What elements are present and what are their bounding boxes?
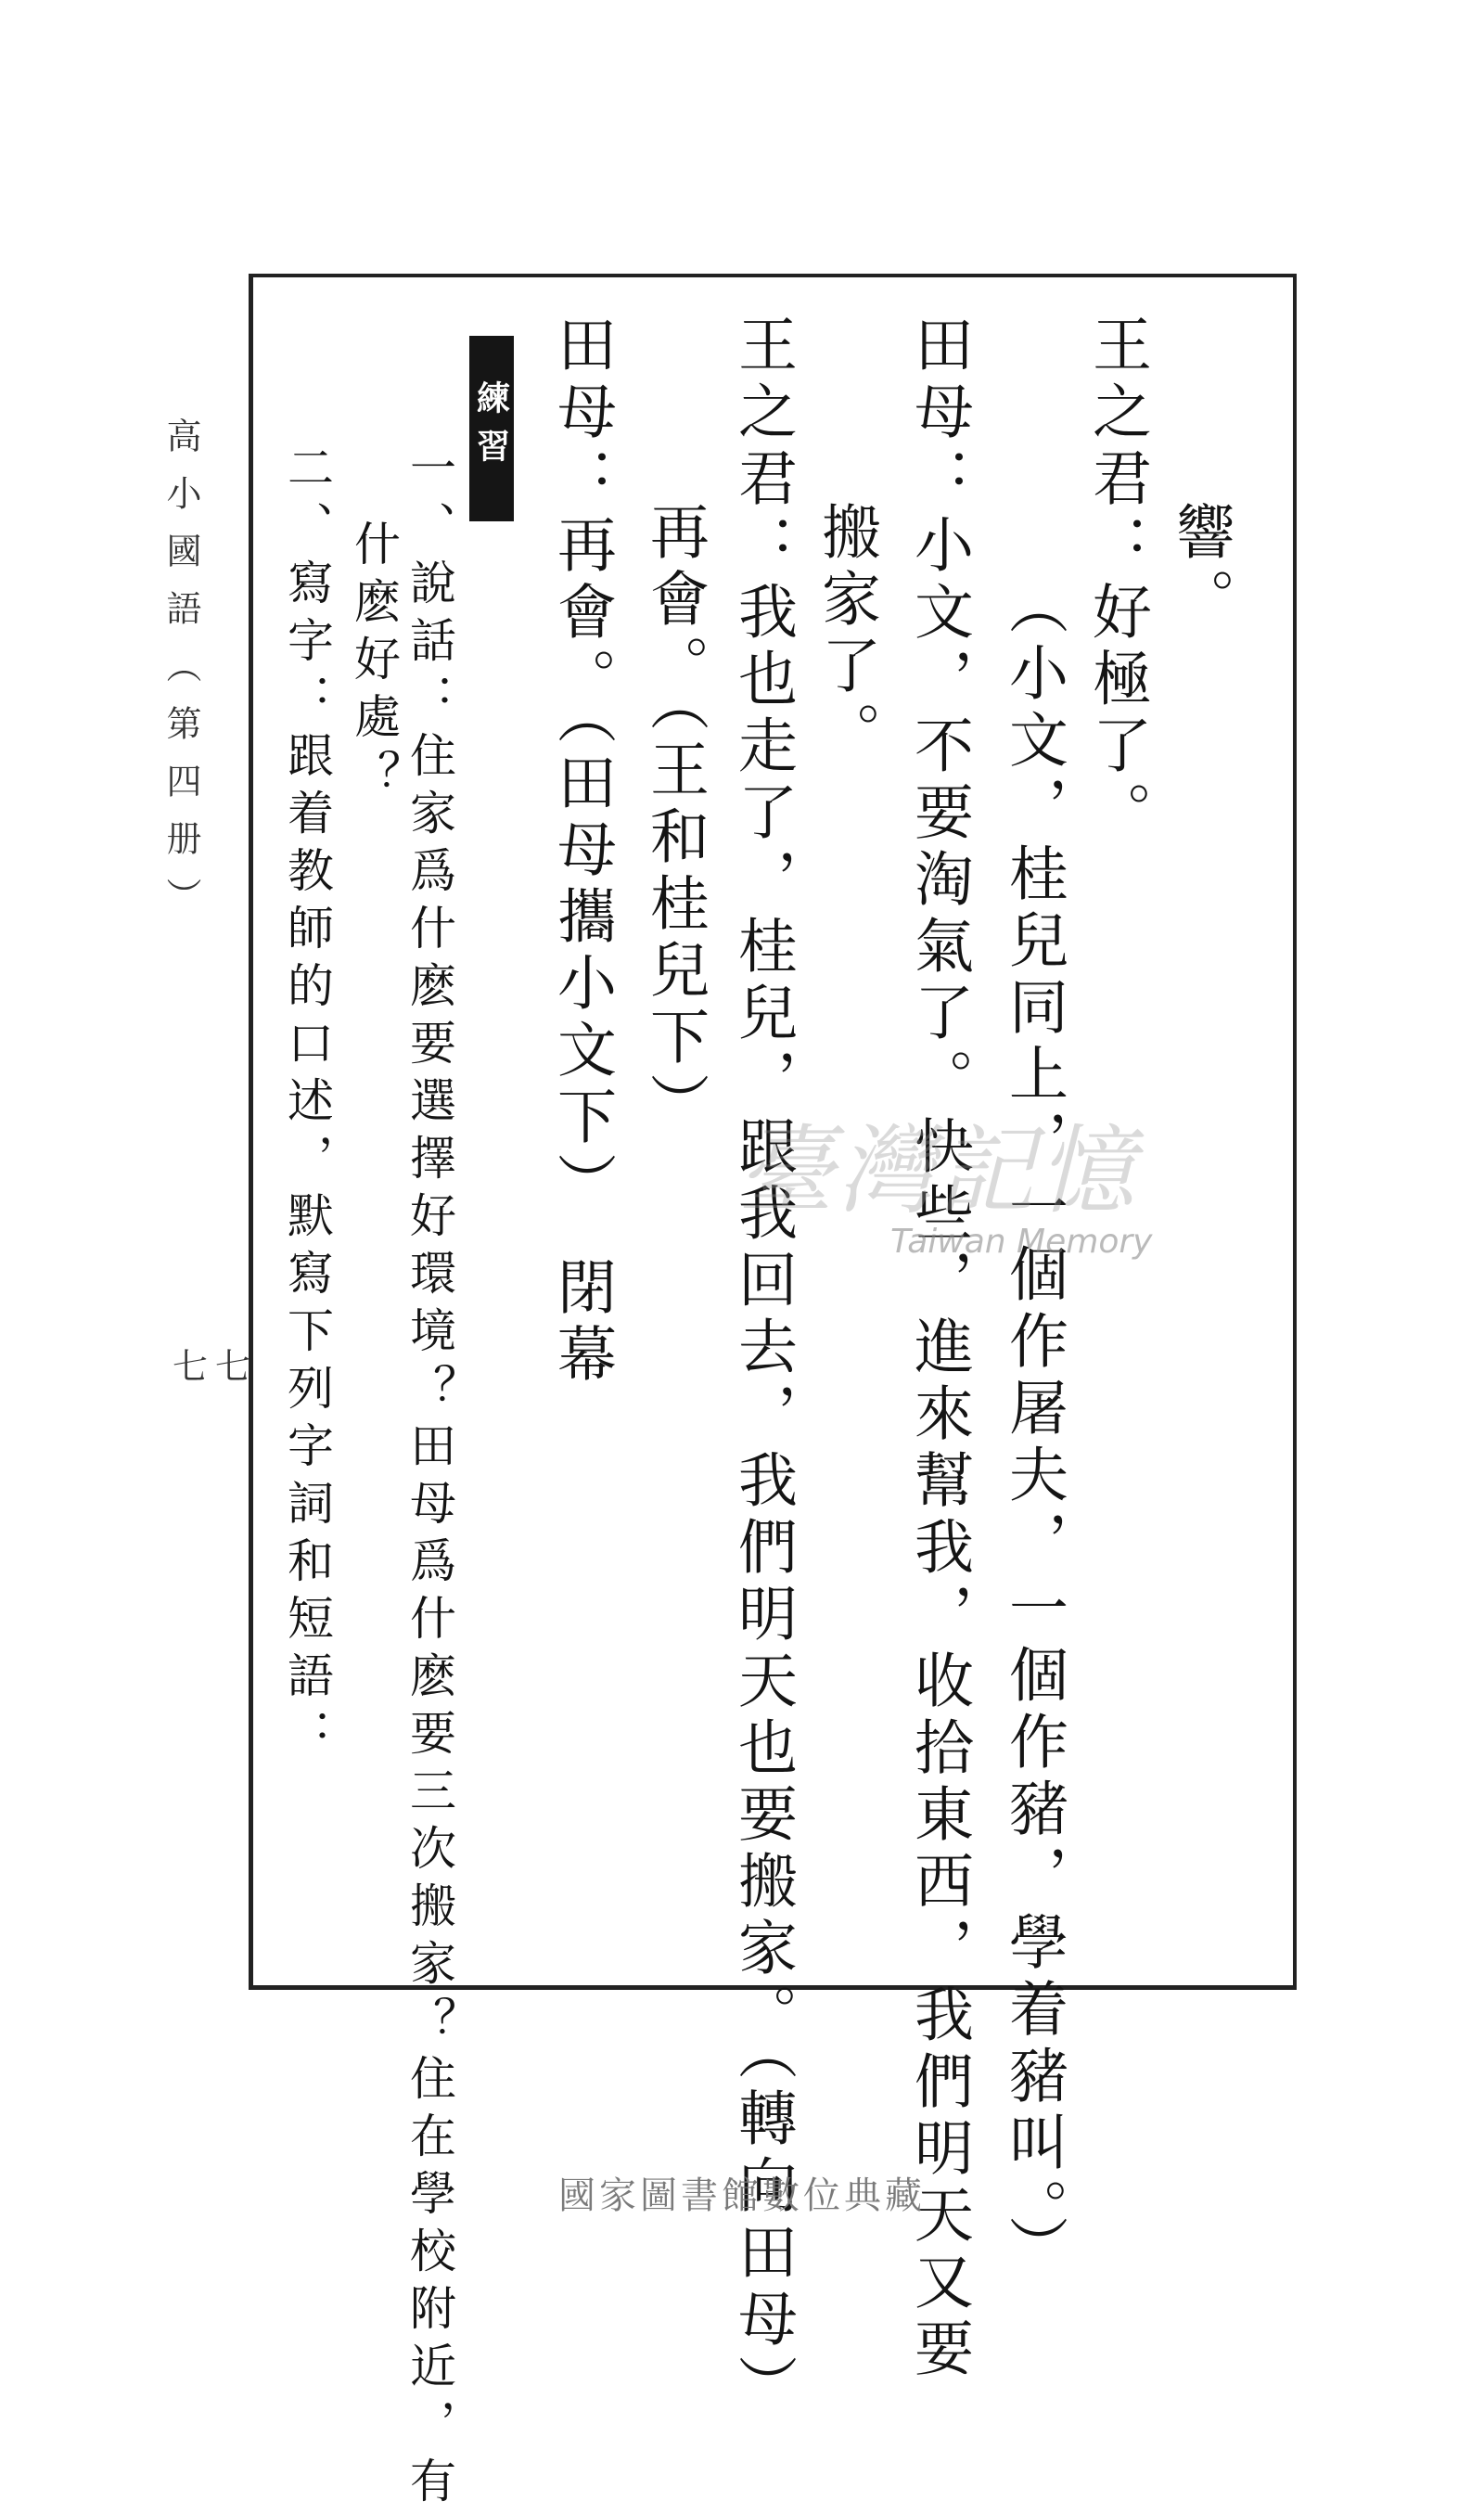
text-column: （小文，桂兒同上，一個作屠夫，一個作豬，學着豬叫。）: [999, 575, 1068, 2282]
text-column: 再會。（王和桂兒下）: [640, 501, 709, 1139]
page-number: 七七: [173, 1346, 259, 1387]
watermark-english: Taiwan Memory: [890, 1223, 1153, 1261]
exercise-badge-label: 練習: [471, 380, 511, 477]
text-column: 田母：再會。（田母攜小文下） 閉幕: [547, 314, 616, 1390]
book-title: 高小國語（第四册）: [160, 417, 201, 935]
text-column: 田母：小文，不要淘氣了。快些，進來幫我，收拾東西，我們明天又要: [904, 314, 973, 2384]
text-column: 響。: [1166, 501, 1235, 635]
exercise-line: 什麽好處？: [347, 519, 401, 807]
text-column: 搬家了。: [812, 501, 880, 768]
text-column: 王之君：我也走了，桂兒，跟我回去，我們明天也要搬家。（轉向田母）: [728, 314, 797, 2421]
watermark-chinese: 臺灣記憶: [737, 1114, 1139, 1227]
exercise-line: 一、說話：住家爲什麽要選擇好環境？田母爲什麽要三次搬家？住在學校附近，有: [403, 443, 456, 2514]
text-column: 王之君：好極了。: [1082, 314, 1151, 848]
exercise-line: 二、寫字：跟着教師的口述，默寫下列字詞和短語：: [280, 443, 334, 1766]
exercise-badge: [469, 336, 514, 521]
footer-credit: 國家圖書館數位典藏: [558, 2174, 926, 2217]
